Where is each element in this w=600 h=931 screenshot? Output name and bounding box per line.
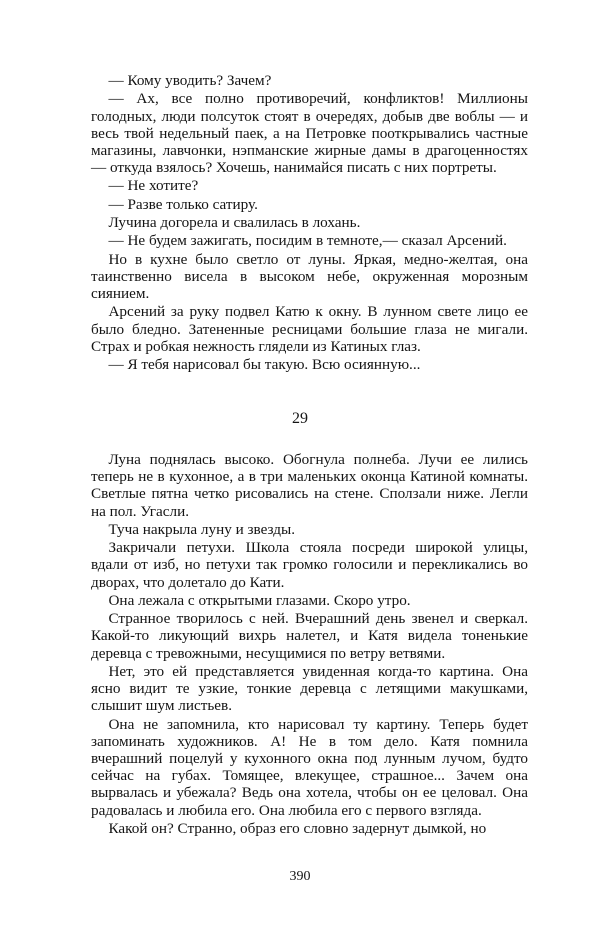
- paragraph: Лучина догорела и свалилась в лохань.: [108, 214, 361, 231]
- paragraph: — Разве только сатиру.: [108, 195, 258, 213]
- paragraph: Луна поднялась высоко. Обогнула полнеба. Лучи ее лились теперь не в кухонное, а в три маленьких оконца Катиной комнаты. Светлые пятна четко рисовались на стене. Сползали ниже. Легли на пол. Угасли.: [91, 451, 528, 520]
- chapter-number: 29: [292, 410, 308, 427]
- paragraph: Туча накрыла луну и звезды.: [108, 520, 295, 538]
- paragraph: Какой он? Странно, образ его словно задернут дымкой, но: [108, 819, 487, 837]
- paragraph: Странное творилось с ней. Вчерашний день звенел и сверкал. Какой-то ликующий вихрь налетел, и Катя видела тоненькие деревца с тревожными, несущимися по ветру ветвями.: [91, 610, 528, 662]
- page-number: 390: [289, 869, 311, 884]
- paragraph: — Ах, все полно противоречий, конфликтов! Миллионы голодных, люди полсуток стоят в очередях, добыв две воблы — и весь твой недельный паек, а на Петровке пооткрывались частные магазины, лавчонки, нэпманские жирные дамы в драгоценностях — откуда взялось? Хочешь, нанимайся писать с них портреты.: [91, 90, 528, 177]
- paragraph: Закричали петухи. Школа стояла посреди широкой улицы, вдали от изб, но петухи так громко голосили и перекликались во дворах, что долетало до Кати.: [91, 539, 528, 591]
- paragraph: — Кому уводить? Зачем?: [108, 72, 272, 89]
- paragraph: Но в кухне было светло от луны. Яркая, медно-желтая, она таинственно висела в высоком небе, окруженная морозным сиянием.: [91, 250, 528, 302]
- paragraph: Она лежала с открытыми глазами. Скоро утро.: [108, 591, 411, 609]
- text-section-before-chapter: [91, 72, 528, 374]
- paragraph: — Не хотите?: [108, 177, 199, 195]
- paragraph: Нет, это ей представляется увиденная когда-то картина. Она ясно видит те узкие, тонкие деревца с летящими макушками, слышит шум листьев.: [91, 662, 528, 715]
- paragraph: Она не запомнила, кто нарисовал ту картину. Теперь будет запоминать художников. А! Не в том дело. Катя помнила вчерашний поцелуй у кухонного окна под лунным лучом, будто сейчас на губах. Томящее, влекущее, страшное... Зачем она вырвалась и убежала? Ведь она хотела, чтобы он ее целовал. Она радовалась и любила его. Она любила его с первого взгляда.: [91, 715, 528, 819]
- paragraph: — Я тебя нарисовал бы такую. Всю осиянную...: [108, 356, 421, 373]
- paragraph: — Не будем зажигать, посидим в темноте,— сказал Арсений.: [108, 232, 507, 250]
- paragraph: Арсений за руку подвел Катю к окну. В лунном свете лицо ее было бледно. Затененные ресницами большие глаза не мигали. Страх и робкая нежность глядели из Катиных глаз.: [91, 303, 528, 355]
- text-section-chapter-29: [91, 451, 528, 838]
